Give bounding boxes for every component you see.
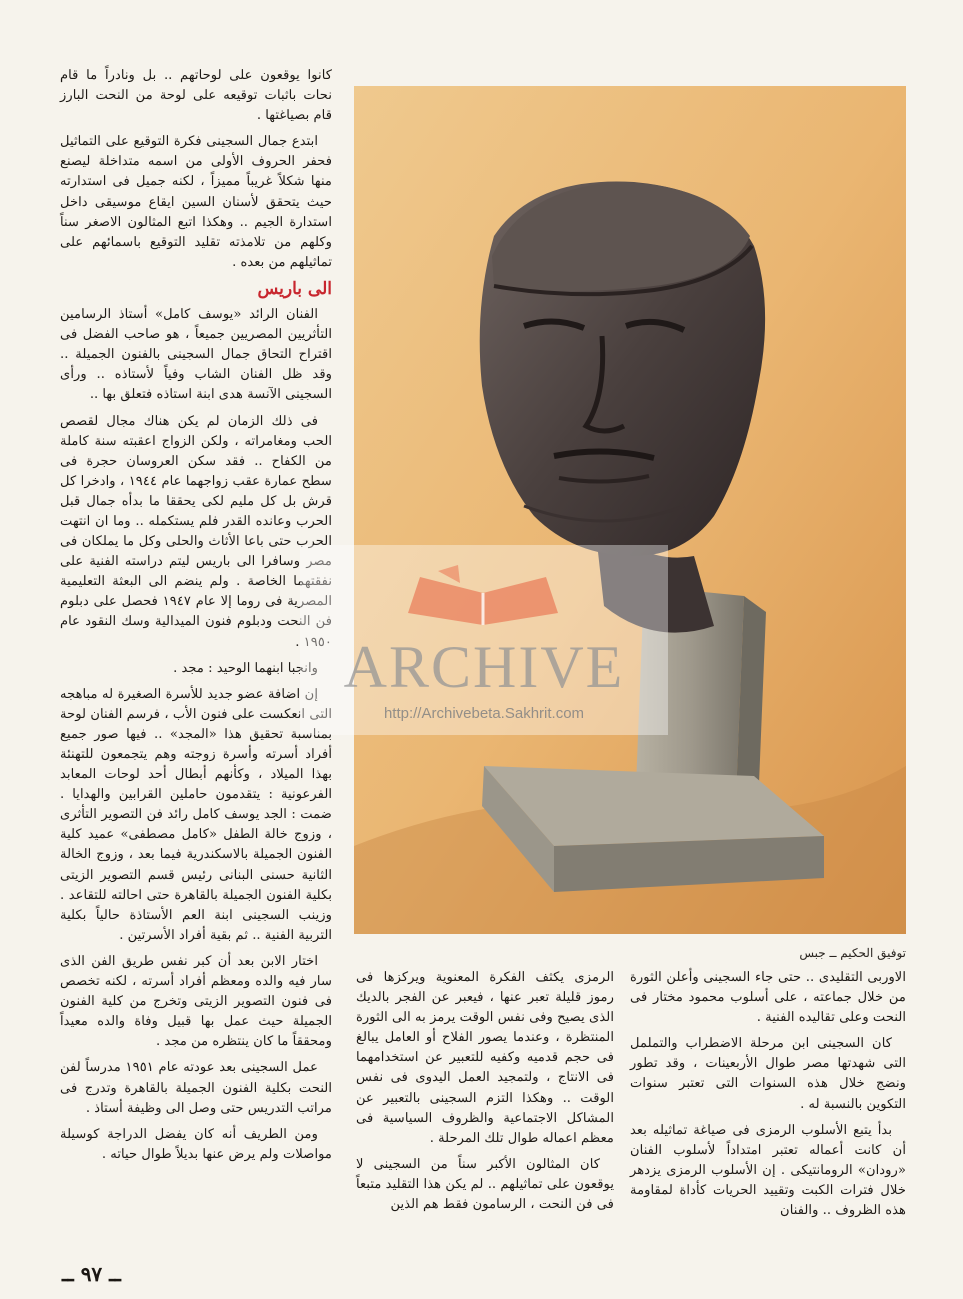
watermark-url: http://Archivebeta.Sakhrit.com (383, 705, 585, 722)
middle-column (356, 968, 614, 1221)
paragraph: إن اضافة عضو جديد للأسرة الصغيرة له مباهجه التى انعكست على فنون الأب ، فرسم الفنان لوحة بمناسبة تحقيق هذا «المجد» .. فيها صور جميع أفراد أسرته وأسرة زوجته وهم يتجمعون للتهنئة بهذا الميلاد ، وكأنهم أبطال أحد لوحات المعابد الفرعونية : يتقدمون حاملين القرابين والهدايا . ضمت : الجد يوسف كامل رائد فن التصوير التأثرى ، وزوج خالة الطفل «كامل مصطفى» عميد كلية الفنون الجميلة بالاسكندرية فيما بعد ، وزوج الخالة الثانية حسنى البنانى رئيس قسم التصوير الزيتى بكلية الفنون الجميلة بالقاهرة حتى احالته للتقاعد . وزينب السجينى ابنة العم الأستاذة حالياً بكلية التربية الفنية .. ثم بقية أفراد الأسرتين . (60, 686, 332, 943)
paragraph: الرمزى يكثف الفكرة المعنوية ويركزها فى رموز قليلة تعبر عنها ، فيعبر عن الفجر بالديك الذى يصيح وفى نفس الوقت يرمز به الى الثورة المنتظرة ، وعندما يصور الفلاح أو العامل يبالغ فى حجم قدميه وكفيه للتعبير عن استخدامهما فى الانتاج ، ولتمجيد العمل اليدوى فى نفس الوقت .. وهكذا التزم السجينى بالتعبير عن المشاكل الاجتماعية والظروف السياسية فى معظم اعماله طوال تلك المرحلة . (356, 970, 614, 1146)
left-column (60, 66, 332, 1171)
watermark-text: ARCHIVE (343, 634, 625, 700)
paragraph: اختار الابن بعد أن كبر نفس طريق الفن الذى سار فيه والده ومعظم أفراد أسرته ، لكنه تخصص فى فنون التصوير الزيتى وتخرج من كلية الفنون الجميلة حيث عمل بها قبيل وفاة والده معيداً ومحققاً ما كان ينتظره من مجد . (60, 953, 332, 1050)
paragraph: كان المثالون الأكبر سناً من السجينى لا يوقعون على تماثيلهم .. لم يكن هذا التقليد متبعاً فى فن النحت ، الرسامون فقط هم الذين (356, 1156, 614, 1213)
paragraph: ومن الطريف أنه كان يفضل الدراجة كوسيلة مواصلات ولم يرض عنها بديلاً طوال حياته . (60, 1126, 332, 1162)
sculpture-photo (354, 86, 906, 934)
paragraph: كان السجينى ابن مرحلة الاضطراب والتململ التى شهدتها مصر طوال الأربعينات ، وقد تطور ونضج خلال هذه السنوات التى تعتبر سنوات التكوين بالنسبة له . (630, 1036, 906, 1112)
paragraph: ابتدع جمال السجينى فكرة التوقيع على التماثيل فحفر الحروف الأولى من اسمه متداخلة ليصنع منها شكلاً غريباً مميزاً ، لكنه جميل فى استدارته حيث يتحقق لأسنان السين ايقاع موسيقى داخل استدارة الجيم .. وهكذا اتبع المثالون الاصغر سناً وكلهم من تلامذته تقليد التوقيع باسمائهم على تماثيلهم من بعده . (60, 134, 332, 270)
paragraph: وانجبا ابنهما الوحيد : مجد . (173, 660, 318, 676)
archive-watermark (300, 545, 668, 735)
photo-caption: توفيق الحكيم ــ جبس (799, 946, 906, 960)
page-number: ــ ٩٧ ــ (62, 1262, 121, 1286)
paragraph: فى ذلك الزمان لم يكن هناك مجال لقصص الحب ومغامراته ، ولكن الزواج اعقبته سنة كاملة من الكفاح .. فقد سكن العروسان حجرة فى سطح عمارة عقب زواجهما عام ١٩٤٤ ، وادخرا كل قرش بل كل مليم لكى يحققا ما بدأه جمال قبل الحرب وعانده القدر فلم يستكمله .. وما ان انتهت الحرب حتى باعا الأثاث والحلى وكل ما يملكان فى مصر وسافرا الى باريس ليتم دراسته الفنية على نفقتهما الخاصة . ولم ينضم الى البعثة التعليمية المصرية فى روما إلا عام ١٩٤٧ فحصل على دبلوم فن النحت ودبلوم فنون الميدالية وسك النقود عام ١٩٥٠ . (60, 413, 332, 650)
paragraph: عمل السجينى بعد عودته عام ١٩٥١ مدرساً لفن النحت بكلية الفنون الجميلة بالقاهرة وتدرج فى مراتب التدريس حتى وصل الى وظيفة أستاذ . (60, 1060, 332, 1116)
open-book-icon (398, 563, 568, 633)
paragraph: الاوربى التقليدى .. حتى جاء السجينى وأعلن الثورة من خلال جماعته ، على أسلوب محمود مختار فى النحت وعلى تقاليده الفنية . (630, 970, 906, 1026)
paragraph: كانوا يوقعون على لوحاتهم .. بل ونادراً ما قام نحات باثبات توقيعه على لوحة من النحت البارز قام بصياغتها . (60, 68, 332, 124)
section-heading: الى باريس (257, 278, 332, 299)
paragraph: بدأ يتبع الأسلوب الرمزى فى صياغة تماثيله بعد أن كانت أعماله تعتبر امتداداً لأسلوب الفنان «رودان» الرومانتيكى . إن الأسلوب الرمزى يزدهر خلال فترات الكبت وتقييد الحريات كأداة لمقاومة هذه الظروف .. والفنان (630, 1122, 906, 1219)
bust-illustration (354, 86, 906, 934)
right-column (630, 968, 906, 1227)
paragraph: الفنان الرائد «يوسف كامل» أستاذ الرسامين التأثريين المصريين جميعاً ، هو صاحب الفضل فى اقتراح التحاق جمال السجينى بالفنون الجميلة .. وقد ظل الفنان الشاب وفياً لأستاذه .. ورأى السجينى الآنسة هدى ابنة استاذه فتعلق بها .. (60, 307, 332, 403)
